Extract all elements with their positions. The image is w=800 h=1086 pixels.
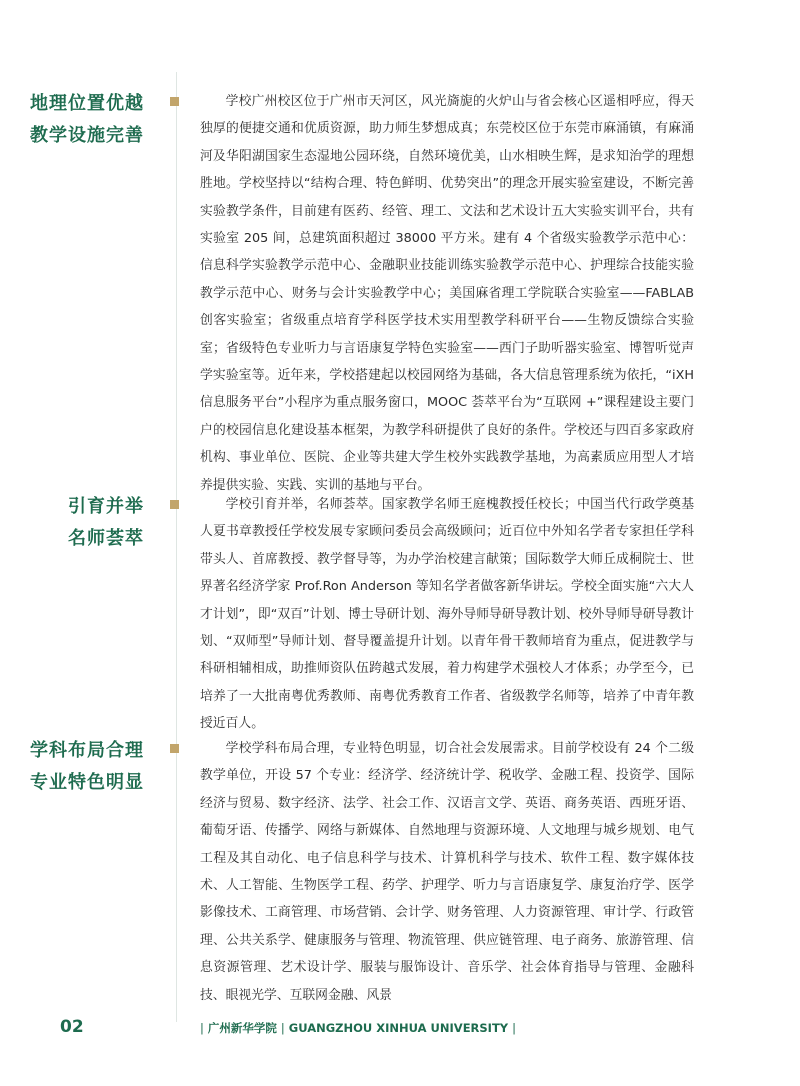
footer-separator-right: | [512, 1021, 517, 1035]
square-marker-icon [170, 500, 179, 509]
heading-line-1: 学科布局合理 [30, 740, 144, 761]
footer-school-cn: 广州新华学院 [207, 1021, 277, 1035]
footer-school-en: GUANGZHOU XINHUA UNIVERSITY [288, 1021, 509, 1035]
page-number: 02 [60, 1017, 84, 1037]
heading-line-2: 教学设施完善 [30, 125, 144, 146]
section-body-text: 学校学科布局合理，专业特色明显，切合社会发展需求。目前学校设有 24 个二级教学单位，开设 57 个专业：经济学、经济统计学、税收学、金融工程、投资学、国际经济与贸易、数字经济、法学、社会工作、汉语言文学、英语、商务英语、西班牙语、葡萄牙语、传播学、网络与新媒体、自然地理与资源环境、人文地理与城乡规划、电气工程及其自动化、电子信息科学与技术、计算机科学与技术、软件工程、数字媒体技术、人工智能、生物医学工程、药学、护理学、听力与言语康复学、康复治疗学、医学影像技术、工商管理、市场营销、会计学、财务管理、人力资源管理、审计学、行政管理、公共关系学、健康服务与管理、物流管理、供应链管理、电子商务、旅游管理、信息资源管理、艺术设计学、服装与服饰设计、音乐学、社会体育指导与管理、金融科技、眼视光学、互联网金融、风景 [200, 741, 694, 1003]
section-heading [30, 735, 144, 799]
section-heading [68, 491, 144, 555]
footer-school-name [200, 1020, 516, 1036]
square-marker-icon [170, 97, 179, 106]
section-heading [30, 88, 144, 152]
heading-line-2: 名师荟萃 [68, 528, 144, 549]
heading-line-1: 引育并举 [68, 496, 144, 517]
square-marker-icon [170, 744, 179, 753]
heading-line-1: 地理位置优越 [30, 93, 144, 114]
footer-separator-left: | [200, 1021, 204, 1035]
section-body-text: 学校引育并举，名师荟萃。国家教学名师王庭槐教授任校长；中国当代行政学奠基人夏书章教授任学校发展专家顾问委员会高级顾问；近百位中外知名学者专家担任学科带头人、首席教授、教学督导等，为办学治校建言献策；国际数学大师丘成桐院士、世界著名经济学家 Prof.Ron Anderson 等知名学者做客新华讲坛。学校全面实施“六大人才计划”，即“双百”计划、博士导研计划、海外导师导研导教计划、校外导师导研导教计划、“双师型”导师计划、督导覆盖提升计划。以青年骨干教师培育为重点，促进教学与科研相辅相成，助推师资队伍跨越式发展，着力构建学术强校人才体系；办学至今，已培养了一大批南粤优秀教师、南粤优秀教育工作者、省级教学名师等，培养了中青年教授近百人。 [200, 497, 694, 732]
heading-line-2: 专业特色明显 [30, 772, 144, 793]
section-body-text: 学校广州校区位于广州市天河区，风光旖旎的火炉山与省会核心区遥相呼应，得天独厚的便捷交通和优质资源，助力师生梦想成真；东莞校区位于东莞市麻涌镇，有麻涌河及华阳湖国家生态湿地公园环绕，自然环境优美，山水相映生辉，是求知治学的理想胜地。学校坚持以“结构合理、特色鲜明、优势突出”的理念开展实验室建设，不断完善实验教学条件，目前建有医药、经管、理工、文法和艺术设计五大实验实训平台，共有实验室 205 间，总建筑面积超过 38000 平方米。建有 4 个省级实验教学示范中心：信息科学实验教学示范中心、金融职业技能训练实验教学示范中心、护理综合技能实验教学示范中心、财务与会计实验教学中心；美国麻省理工学院联合实验室——FABLAB 创客实验室；省级重点培育学科医学技术实用型教学科研平台——生物反馈综合实验室；省级特色专业听力与言语康复学特色实验室——西门子助听器实验室、博智听觉声学实验室等。近年来，学校搭建起以校园网络为基础，各大信息管理系统为依托，“iXH 信息服务平台”小程序为重点服务窗口，MOOC 荟萃平台为“互联网 +”课程建设主要门户的校园信息化建设基本框架，为教学科研提供了良好的条件。学校还与四百多家政府机构、事业单位、医院、企业等共建大学生校外实践教学基地，为高素质应用型人才培养提供实验、实践、实训的基地与平台。 [200, 94, 694, 493]
footer-separator-middle: | [280, 1021, 285, 1035]
vertical-divider-line [176, 72, 177, 1022]
